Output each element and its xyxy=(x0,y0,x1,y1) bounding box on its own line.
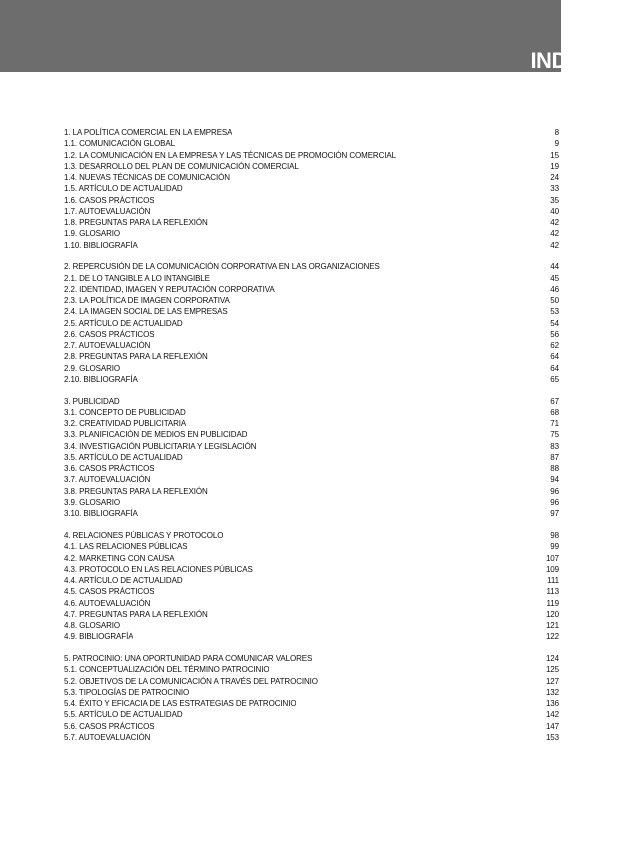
toc-chapter-entry[interactable] xyxy=(64,530,559,541)
toc-entry[interactable] xyxy=(64,206,559,217)
toc-entry-page: 111 xyxy=(547,576,559,586)
toc-entry-title: 4.4. ARTÍCULO DE ACTUALIDAD xyxy=(64,576,183,586)
toc-entry-page: 8 xyxy=(554,128,559,137)
toc-entry-title: 1.1. COMUNICACIÓN GLOBAL xyxy=(64,139,175,149)
toc-entry-page: 53 xyxy=(550,307,559,317)
toc-entry-page: 64 xyxy=(550,363,559,373)
toc-entry-title: 5.5. ARTÍCULO DE ACTUALIDAD xyxy=(64,710,183,720)
toc-entry-page: 94 xyxy=(550,475,559,485)
toc-entry-page: 71 xyxy=(550,419,559,429)
toc-entry-page: 127 xyxy=(545,676,559,686)
toc-entry-page: 88 xyxy=(550,464,559,474)
toc-entry-page: 19 xyxy=(550,161,559,171)
toc-entry[interactable] xyxy=(64,575,559,586)
toc-entry-page: 54 xyxy=(550,318,559,328)
toc-entry-title: 1. LA POLÍTICA COMERCIAL EN LA EMPRESA xyxy=(64,128,233,137)
toc-entry[interactable] xyxy=(64,150,559,161)
toc-entry[interactable] xyxy=(64,508,559,519)
toc-entry[interactable] xyxy=(64,138,559,149)
toc-section xyxy=(64,261,559,385)
toc-entry-title: 3. PUBLICIDAD xyxy=(64,396,120,406)
table-of-contents xyxy=(64,127,559,754)
toc-entry-page: 67 xyxy=(550,396,559,406)
toc-entry[interactable] xyxy=(64,676,559,687)
toc-entry-page: 122 xyxy=(545,632,559,642)
toc-entry-page: 98 xyxy=(550,531,559,541)
toc-entry-page: 97 xyxy=(550,509,559,519)
toc-entry-page: 45 xyxy=(550,273,559,283)
toc-entry-title: 3.10. BIBLIOGRAFÍA xyxy=(64,509,138,519)
toc-entry[interactable] xyxy=(64,609,559,620)
toc-entry-title: 4.9. BIBLIOGRAFÍA xyxy=(64,632,134,642)
toc-entry[interactable] xyxy=(64,664,559,675)
toc-chapter-entry[interactable] xyxy=(64,396,559,407)
toc-entry[interactable] xyxy=(64,363,559,374)
toc-entry-page: 35 xyxy=(550,195,559,205)
toc-entry-title: 4.2. MARKETING CON CAUSA xyxy=(64,553,175,563)
toc-entry-title: 4.3. PROTOCOLO EN LAS RELACIONES PÚBLICAS xyxy=(64,564,253,574)
toc-entry-page: 65 xyxy=(550,374,559,384)
page-title: INDICE xyxy=(530,48,602,73)
toc-section xyxy=(64,653,559,743)
toc-entry[interactable] xyxy=(64,698,559,709)
toc-entry-title: 5.7. AUTOEVALUACIÓN xyxy=(64,732,151,742)
toc-entry-title: 2.6. CASOS PRÁCTICOS xyxy=(64,329,155,339)
toc-entry-title: 3.8. PREGUNTAS PARA LA REFLEXIÓN xyxy=(64,486,208,496)
toc-entry-title: 1.6. CASOS PRÁCTICOS xyxy=(64,195,155,205)
toc-entry[interactable] xyxy=(64,284,559,295)
toc-entry[interactable] xyxy=(64,374,559,385)
toc-entry-title: 1.3. DESARROLLO DEL PLAN DE COMUNICACIÓN COMERCIAL xyxy=(64,161,299,171)
toc-entry-page: 56 xyxy=(550,329,559,339)
toc-entry[interactable] xyxy=(64,340,559,351)
toc-entry[interactable] xyxy=(64,195,559,206)
toc-entry-page: 9 xyxy=(554,139,559,149)
toc-chapter-entry[interactable] xyxy=(64,653,559,664)
toc-entry-title: 4. RELACIONES PÚBLICAS Y PROTOCOLO xyxy=(64,531,224,541)
toc-entry-title: 2.3. LA POLÍTICA DE IMAGEN CORPORATIVA xyxy=(64,296,230,306)
toc-entry[interactable] xyxy=(64,273,559,284)
toc-entry-page: 42 xyxy=(550,218,559,227)
toc-entry[interactable] xyxy=(64,709,559,720)
toc-entry-page: 136 xyxy=(545,699,559,709)
toc-entry-title: 1.5. ARTÍCULO DE ACTUALIDAD xyxy=(64,184,183,194)
toc-entry-title: 5.2. OBJETIVOS DE LA COMUNICACIÓN A TRAVÉS DEL PATROCINIO xyxy=(64,676,318,686)
toc-entry-title: 5.1. CONCEPTUALIZACIÓN DEL TÉRMINO PATROCINIO xyxy=(64,665,270,675)
toc-entry-title: 4.6. AUTOEVALUACIÓN xyxy=(64,598,151,608)
toc-entry-page: 68 xyxy=(550,407,559,417)
toc-entry[interactable] xyxy=(64,407,559,418)
toc-entry-title: 2.10. BIBLIOGRAFÍA xyxy=(64,374,138,384)
toc-entry-title: 4.7. PREGUNTAS PARA LA REFLEXIÓN xyxy=(64,609,208,619)
toc-entry-title: 3.2. CREATIVIDAD PUBLICITARIA xyxy=(64,419,187,429)
toc-section xyxy=(64,127,559,251)
toc-entry[interactable] xyxy=(64,452,559,463)
toc-entry-page: 87 xyxy=(550,452,559,462)
toc-entry-title: 2.7. AUTOEVALUACIÓN xyxy=(64,341,151,351)
toc-entry-page: 96 xyxy=(550,497,559,507)
toc-entry-page: 119 xyxy=(546,598,559,608)
toc-entry[interactable] xyxy=(64,161,559,172)
toc-entry[interactable] xyxy=(64,172,559,183)
toc-entry-page: 83 xyxy=(550,441,559,451)
toc-entry-page: 109 xyxy=(545,564,559,574)
toc-entry[interactable] xyxy=(64,474,559,485)
toc-entry[interactable] xyxy=(64,463,559,474)
toc-entry-page: 24 xyxy=(550,173,559,182)
toc-entry[interactable] xyxy=(64,620,559,631)
toc-entry-page: 121 xyxy=(545,621,559,631)
toc-entry[interactable] xyxy=(64,631,559,642)
toc-entry[interactable] xyxy=(64,687,559,698)
toc-entry-page: 42 xyxy=(550,229,559,239)
toc-entry-page: 46 xyxy=(550,284,559,294)
toc-entry-page: 99 xyxy=(550,542,559,552)
toc-entry[interactable] xyxy=(64,183,559,194)
toc-entry[interactable] xyxy=(64,228,559,239)
toc-entry-title: 3.9. GLOSARIO xyxy=(64,497,121,507)
toc-chapter-entry[interactable] xyxy=(64,127,559,138)
toc-entry-page: 124 xyxy=(545,654,559,664)
toc-entry-page: 44 xyxy=(550,262,559,272)
toc-chapter-entry[interactable] xyxy=(64,261,559,272)
toc-entry-page: 125 xyxy=(545,665,559,675)
toc-entry[interactable] xyxy=(64,429,559,440)
toc-entry[interactable] xyxy=(64,541,559,552)
toc-entry-page: 113 xyxy=(546,587,559,597)
toc-entry-title: 3.5. ARTÍCULO DE ACTUALIDAD xyxy=(64,452,183,462)
header-band xyxy=(0,0,561,72)
toc-entry-title: 1.10. BIBLIOGRAFÍA xyxy=(64,240,138,250)
toc-entry-title: 3.4. INVESTIGACIÓN PUBLICITARIA Y LEGISLACIÓN xyxy=(64,441,257,451)
toc-entry[interactable] xyxy=(64,497,559,508)
toc-entry-title: 4.8. GLOSARIO xyxy=(64,621,121,631)
toc-entry-title: 5.6. CASOS PRÁCTICOS xyxy=(64,721,155,731)
toc-entry-page: 50 xyxy=(550,296,559,306)
toc-entry-title: 5.4. ÉXITO Y EFICACIA DE LAS ESTRATEGIAS DE PATROCINIO xyxy=(64,699,297,709)
toc-entry-page: 120 xyxy=(545,609,559,619)
toc-entry-page: 147 xyxy=(545,721,559,731)
toc-entry-title: 4.1. LAS RELACIONES PÚBLICAS xyxy=(64,542,188,552)
toc-entry[interactable] xyxy=(64,240,559,251)
toc-entry[interactable] xyxy=(64,486,559,497)
toc-entry-page: 15 xyxy=(550,150,559,160)
toc-entry-page: 33 xyxy=(550,184,559,194)
toc-entry[interactable] xyxy=(64,217,559,228)
toc-entry[interactable] xyxy=(64,586,559,597)
toc-entry[interactable] xyxy=(64,553,559,564)
toc-entry-title: 2.1. DE LO TANGIBLE A LO INTANGIBLE xyxy=(64,273,210,283)
toc-entry[interactable] xyxy=(64,329,559,340)
toc-entry-page: 142 xyxy=(545,710,559,720)
toc-entry-page: 42 xyxy=(550,240,559,250)
toc-entry-page: 40 xyxy=(550,206,559,216)
toc-entry-page: 62 xyxy=(550,341,559,351)
toc-section xyxy=(64,530,559,643)
toc-entry-title: 2.2. IDENTIDAD, IMAGEN Y REPUTACIÓN CORPORATIVA xyxy=(64,284,275,294)
toc-entry-title: 2.8. PREGUNTAS PARA LA REFLEXIÓN xyxy=(64,352,208,362)
toc-entry[interactable] xyxy=(64,721,559,732)
toc-entry[interactable] xyxy=(64,351,559,362)
toc-entry-title: 1.4. NUEVAS TÉCNICAS DE COMUNICACIÓN xyxy=(64,173,230,182)
toc-entry-page: 64 xyxy=(550,352,559,362)
toc-entry[interactable] xyxy=(64,441,559,452)
toc-entry-page: 75 xyxy=(550,430,559,440)
toc-entry[interactable] xyxy=(64,295,559,306)
toc-entry-title: 1.8. PREGUNTAS PARA LA REFLEXIÓN xyxy=(64,218,208,227)
toc-entry-page: 107 xyxy=(545,553,559,563)
toc-entry[interactable] xyxy=(64,564,559,575)
toc-entry-title: 3.3. PLANIFICACIÓN DE MEDIOS EN PUBLICIDAD xyxy=(64,430,248,440)
toc-entry-title: 3.1. CONCEPTO DE PUBLICIDAD xyxy=(64,407,186,417)
toc-entry-title: 5.3. TIPOLOGÍAS DE PATROCINIO xyxy=(64,687,190,697)
toc-entry-title: 2.4. LA IMAGEN SOCIAL DE LAS EMPRESAS xyxy=(64,307,228,317)
toc-entry[interactable] xyxy=(64,318,559,329)
toc-entry-title: 3.7. AUTOEVALUACIÓN xyxy=(64,475,151,485)
toc-entry-title: 2.9. GLOSARIO xyxy=(64,363,121,373)
toc-entry-title: 1.9. GLOSARIO xyxy=(64,229,121,239)
toc-entry-title: 1.2. LA COMUNICACIÓN EN LA EMPRESA Y LAS TÉCNICAS DE PROMOCIÓN COMERCIAL xyxy=(64,150,396,160)
toc-entry[interactable] xyxy=(64,598,559,609)
toc-entry[interactable] xyxy=(64,418,559,429)
toc-section xyxy=(64,396,559,520)
toc-entry-page: 96 xyxy=(550,486,559,496)
toc-entry-title: 2.5. ARTÍCULO DE ACTUALIDAD xyxy=(64,318,183,328)
toc-entry-title: 3.6. CASOS PRÁCTICOS xyxy=(64,464,155,474)
toc-entry[interactable] xyxy=(64,306,559,317)
toc-entry-title: 2. REPERCUSIÓN DE LA COMUNICACIÓN CORPORATIVA EN LAS ORGANIZACIONES xyxy=(64,262,380,272)
toc-entry-page: 132 xyxy=(545,687,559,697)
toc-entry-page: 153 xyxy=(545,732,559,742)
toc-entry-title: 5. PATROCINIO: UNA OPORTUNIDAD PARA COMUNICAR VALORES xyxy=(64,654,313,664)
toc-entry-title: 1.7. AUTOEVALUACIÓN xyxy=(64,206,151,216)
toc-entry[interactable] xyxy=(64,732,559,743)
toc-entry-title: 4.5. CASOS PRÁCTICOS xyxy=(64,587,155,597)
